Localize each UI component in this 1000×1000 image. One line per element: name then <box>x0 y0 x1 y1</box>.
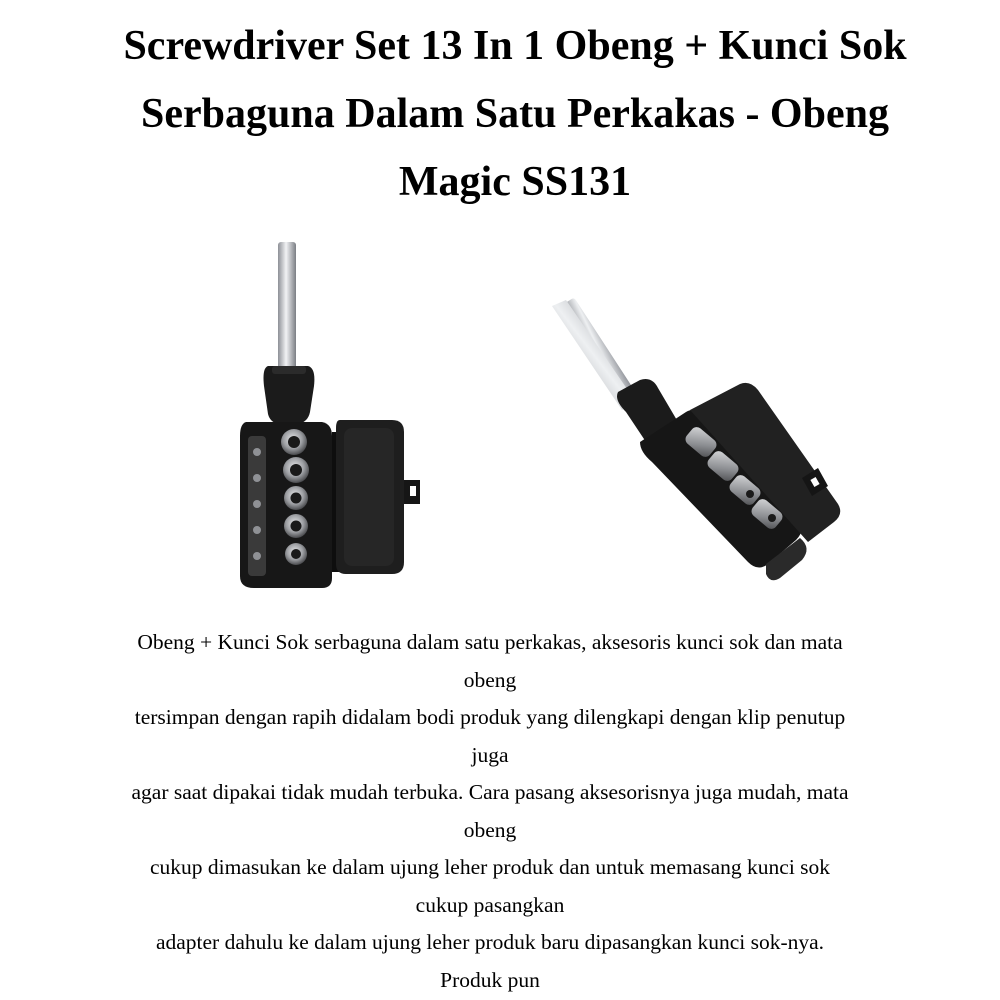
screwdriver-set-front-icon <box>232 236 437 596</box>
description-line: cukup pasangkan <box>415 892 565 917</box>
product-description <box>55 624 925 999</box>
description-line: obeng <box>463 817 517 842</box>
product-image-angled <box>540 292 850 602</box>
description-line: adapter dahulu ke dalam ujung leher produk baru dipasangkan kunci sok-nya. <box>155 930 825 954</box>
description-line: Produk pun <box>440 967 540 992</box>
description-line: obeng <box>463 667 517 692</box>
description-line: Obeng + Kunci Sok serbaguna dalam satu perkakas, aksesoris kunci sok dan mata <box>137 630 843 654</box>
page-title: Screwdriver Set 13 In 1 Obeng + Kunci Sok Serbaguna Dalam Satu Perkakas - Obeng Magic SS131 <box>123 23 907 205</box>
description-line: juga <box>471 742 509 767</box>
description-line: tersimpan dengan rapih didalam bodi produk yang dilengkapi dengan klip penutup <box>134 705 846 729</box>
screwdriver-set-angled-icon <box>540 292 850 602</box>
description-line: cukup dimasukan ke dalam ujung leher produk dan untuk memasang kunci sok <box>149 855 831 879</box>
description-line: agar saat dipakai tidak mudah terbuka. Cara pasang aksesorisnya juga mudah, mata <box>131 780 849 804</box>
product-image-front <box>232 236 437 596</box>
